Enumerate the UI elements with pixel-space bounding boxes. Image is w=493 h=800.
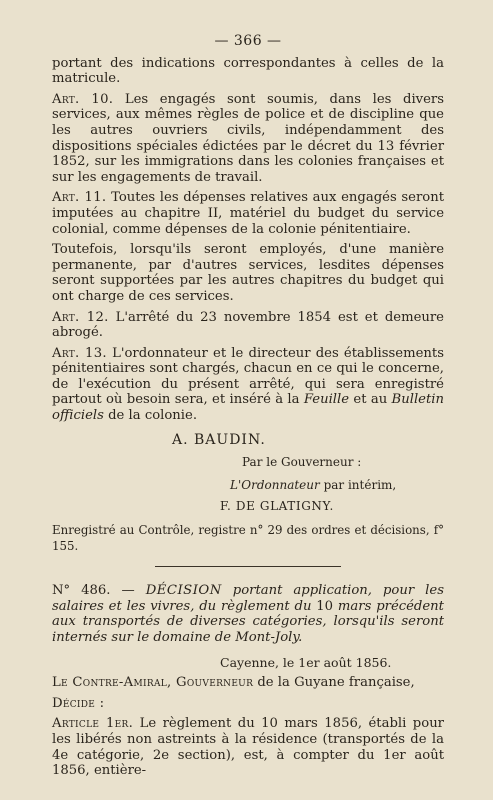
- continuation-line: portant des indications correspondantes à celles de la matricule.: [52, 55, 444, 87]
- registration-note: Enregistré au Contrôle, registre n° 29 des ordres et décisions, f° 155.: [52, 523, 444, 553]
- article-label: Art. 13.: [52, 345, 107, 361]
- article-1: [52, 716, 444, 778]
- place-date: Cayenne, le 1er août 1856.: [220, 654, 392, 670]
- signature-baudin: A. BAUDIN.: [172, 431, 266, 448]
- signature-glatigny: F. DE GLATIGNY.: [220, 499, 334, 514]
- decision-title-b: mars précédent aux transportés de diverses catégories, lorsqu'ils seront internés sur le domaine de Mont-Joly.: [52, 598, 444, 645]
- decision-title-a: portant application, pour les salaires et les vivres, du règlement du: [52, 583, 444, 614]
- decision-word: DÉCISION: [145, 583, 222, 599]
- article-end: de la colonie.: [108, 408, 198, 424]
- article-label: Art. 12.: [52, 309, 109, 325]
- decision-heading: [52, 583, 444, 645]
- article-text: Le règlement du 10 mars 1856, établi pour les libérés non astreints à la résidence (transportés de la 4e catégorie, 2e section), est, à compter du 1er août 1856, entière-: [52, 716, 444, 779]
- ordonnateur-title: L'Ordonnateur: [230, 477, 320, 492]
- article-label: Art. 11.: [52, 190, 107, 206]
- authority-title: Le Contre-Amiral, Gouverneur: [52, 675, 254, 691]
- article-11-paragraph-2: Toutefois, lorsqu'ils seront employés, d'une manière permanente, par d'autres services, lesdites dépenses seront supportées par les autres chapitres du budget qui ont charge de ces services.: [52, 242, 444, 304]
- article-text: L'ordonnateur et le directeur des établissements pénitentiaires sont chargés, chacun en ce qui le concerne, de l'exécution du présent arrêté, qui sera enregistré partout où besoin sera, et inséré à la: [52, 345, 444, 408]
- article-label: Art. 10.: [52, 91, 114, 107]
- page-number: — 366 —: [214, 33, 282, 49]
- article-label: Article 1er.: [52, 716, 134, 732]
- ordonnateur-line: [230, 478, 444, 494]
- document-page: [52, 34, 444, 779]
- article-text: Les engagés sont soumis, dans les divers services, aux mêmes règles de police et de discipline que les autres ouvriers civils, indépendamment des dispositions spéciales édictées par le décret du 13 février 1852, sur les immigrations dans les colonies françaises et sur les engagements de travail.: [52, 91, 444, 185]
- bulletin-title: Bulletin officiels: [52, 392, 444, 424]
- par-interim: par intérim,: [323, 477, 397, 492]
- authority-region: de la Guyane française,: [257, 675, 415, 691]
- decide-line: Décide :: [52, 695, 105, 711]
- article-text: Toutes les dépenses relatives aux engagés seront imputées au chapitre II, matériel du budget du service colonial, comme dépenses de la colonie pénitentiaire.: [52, 190, 444, 237]
- feuille-title: Feuille: [303, 392, 350, 408]
- authority-line: [52, 675, 444, 691]
- par-le-gouverneur: Par le Gouverneur :: [242, 455, 362, 470]
- decision-title-date: 10: [316, 598, 334, 614]
- article-12: [52, 310, 444, 341]
- article-13: [52, 346, 444, 424]
- article-10: [52, 92, 444, 186]
- conjunction: et au: [353, 392, 388, 408]
- article-11: [52, 190, 444, 237]
- section-divider: [155, 566, 341, 567]
- article-text: L'arrêté du 23 novembre 1854 est et demeure abrogé.: [52, 309, 444, 341]
- decision-number: N° 486. —: [52, 583, 135, 599]
